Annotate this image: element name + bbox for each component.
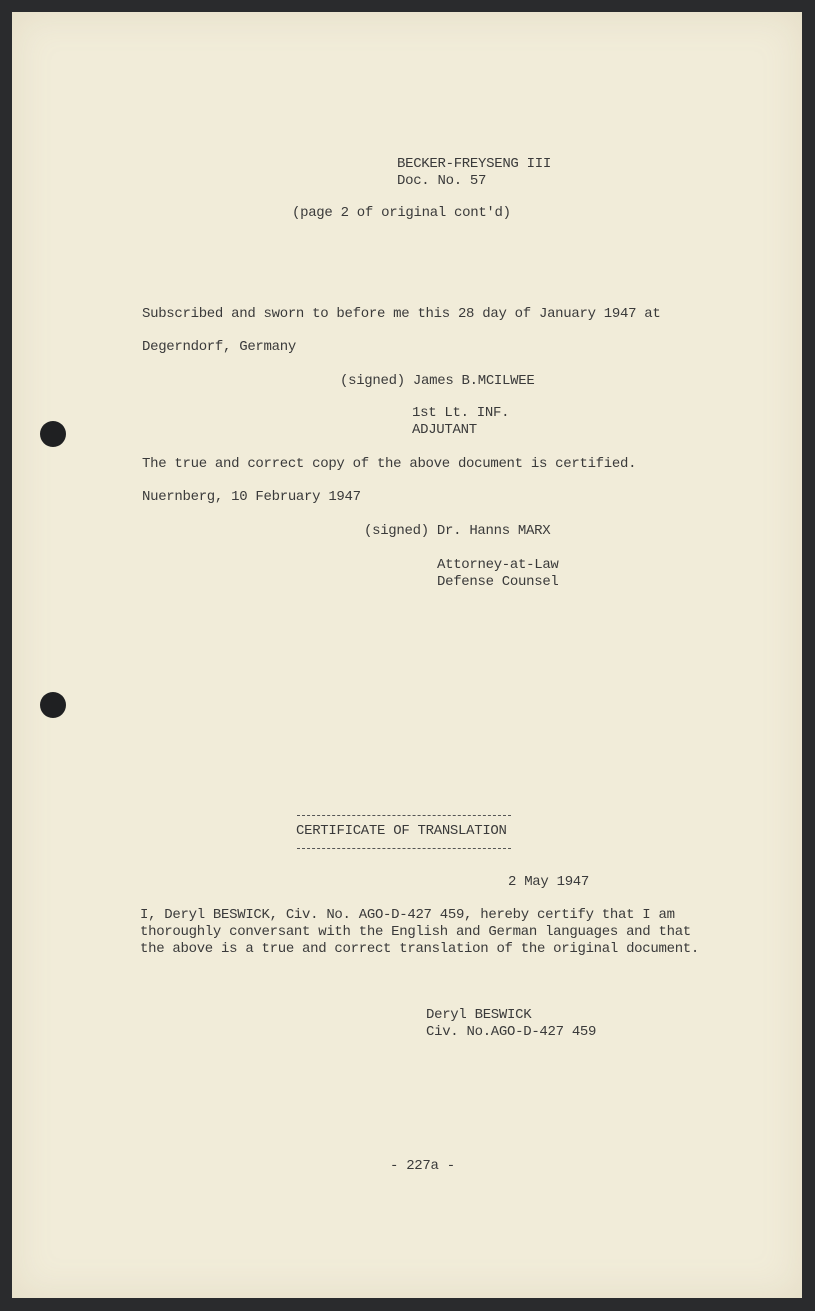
doc-number: Doc. No. 57 bbox=[397, 173, 487, 189]
translator-name: Deryl BESWICK bbox=[426, 1007, 532, 1023]
translator-civ-number: Civ. No.AGO-D-427 459 bbox=[426, 1024, 597, 1040]
certification-statement: The true and correct copy of the above document is certified. bbox=[142, 456, 637, 472]
certification-title-1: Attorney-at-Law bbox=[437, 557, 559, 573]
translation-body-3: the above is a true and correct translation of the original document. bbox=[140, 941, 699, 957]
translation-date: 2 May 1947 bbox=[508, 874, 590, 890]
certification-title-2: Defense Counsel bbox=[437, 574, 559, 590]
page-number: - 227a - bbox=[390, 1158, 455, 1174]
certification-signature: (signed) Dr. Hanns MARX bbox=[364, 523, 551, 539]
affidavit-position: ADJUTANT bbox=[412, 422, 477, 438]
affidavit-rank: 1st Lt. INF. bbox=[412, 405, 510, 421]
continuation-note: (page 2 of original cont'd) bbox=[292, 205, 511, 221]
heading-rule-bottom bbox=[297, 848, 511, 849]
document-page bbox=[12, 12, 802, 1298]
translation-body-2: thoroughly conversant with the English and German languages and that bbox=[140, 924, 691, 940]
affidavit-line-2: Degerndorf, Germany bbox=[142, 339, 296, 355]
translation-body-1: I, Deryl BESWICK, Civ. No. AGO-D-427 459, hereby certify that I am bbox=[140, 907, 675, 923]
affidavit-signature: (signed) James B.MCILWEE bbox=[340, 373, 535, 389]
affidavit-line-1: Subscribed and sworn to before me this 28 day of January 1947 at bbox=[142, 306, 661, 322]
punch-hole-bottom bbox=[40, 692, 66, 718]
heading-rule-top bbox=[297, 815, 511, 816]
translation-heading: CERTIFICATE OF TRANSLATION bbox=[296, 823, 507, 839]
punch-hole-top bbox=[40, 421, 66, 447]
certification-place-date: Nuernberg, 10 February 1947 bbox=[142, 489, 361, 505]
case-title: BECKER-FREYSENG III bbox=[397, 156, 551, 172]
